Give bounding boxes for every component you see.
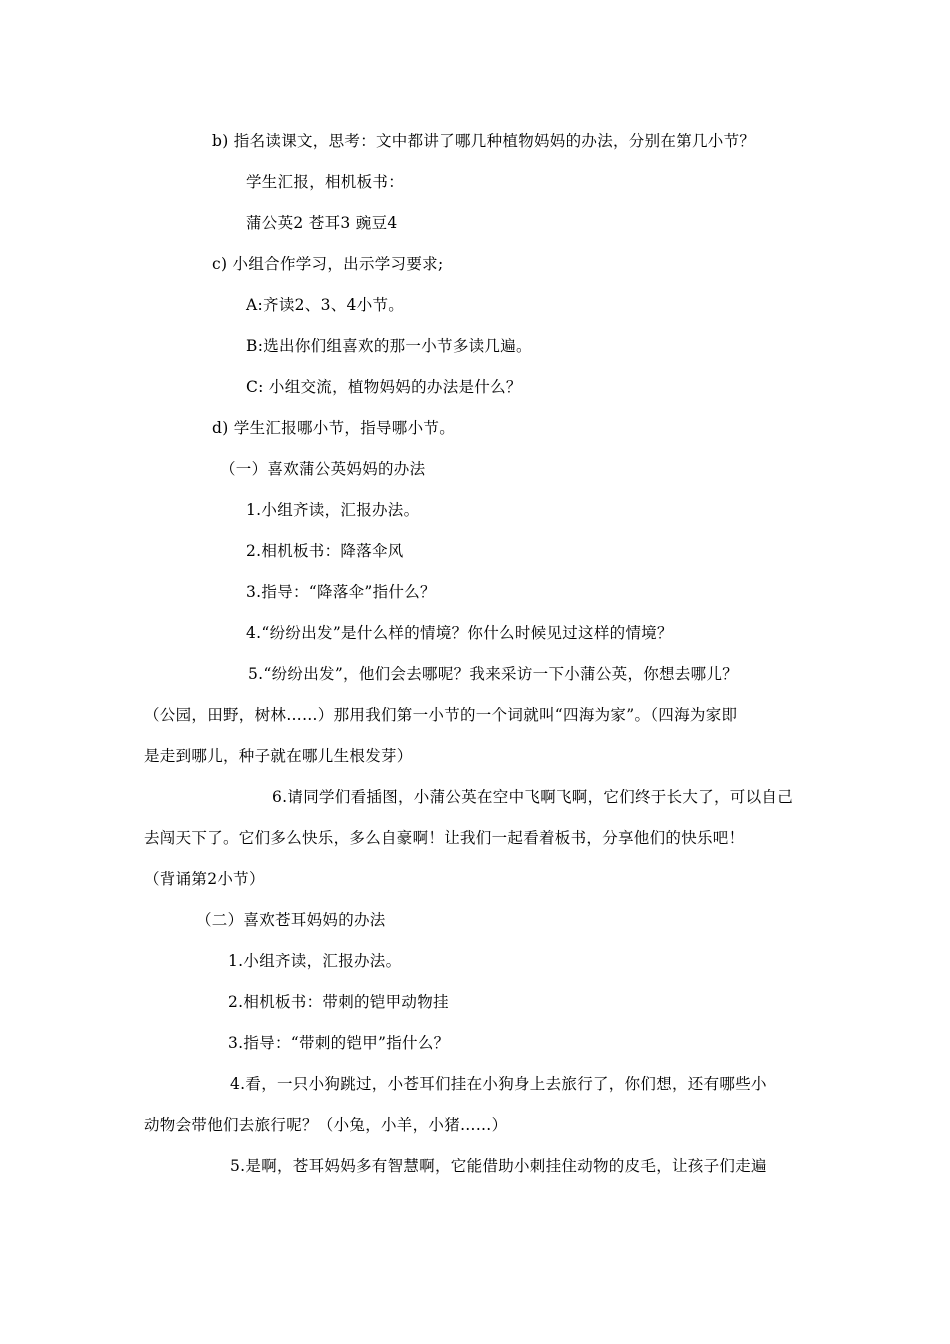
text-line: 5.是啊，苍耳妈妈多有智慧啊，它能借助小刺挂住动物的皮毛，让孩子们走遍 [230, 1157, 767, 1175]
text-line: 2.相机板书：降落伞风 [246, 542, 404, 560]
text-line: 3.指导：“降落伞”指什么？ [246, 583, 436, 601]
text-line: 动物会带他们去旅行呢？（小兔，小羊，小猪……） [144, 1116, 508, 1134]
text-line: C: 小组交流，植物妈妈的办法是什么？ [246, 378, 522, 396]
text-line: d) 学生汇报哪小节，指导哪小节。 [212, 419, 455, 437]
text-line: 4.“纷纷出发”是什么样的情境？你什么时候见过这样的情境？ [246, 624, 673, 642]
section-heading: （二）喜欢苍耳妈妈的办法 [196, 911, 386, 929]
text-line: （背诵第2小节） [144, 870, 265, 888]
text-line: b) 指名读课文，思考：文中都讲了哪几种植物妈妈的办法，分别在第几小节？ [212, 132, 756, 150]
text-line: c) 小组合作学习，出示学习要求; [212, 255, 444, 273]
text-line: 2.相机板书：带刺的铠甲动物挂 [228, 993, 449, 1011]
text-line: 4.看，一只小狗跳过，小苍耳们挂在小狗身上去旅行了，你们想，还有哪些小 [230, 1075, 767, 1093]
text-line: 去闯天下了。它们多么快乐，多么自豪啊！让我们一起看着板书，分享他们的快乐吧！ [144, 829, 745, 847]
text-line: A:齐读2、3、4小节。 [246, 296, 405, 314]
text-line: 1.小组齐读，汇报办法。 [246, 501, 420, 519]
text-line: 学生汇报，相机板书： [246, 173, 405, 191]
text-line: 是走到哪儿，种子就在哪儿生根发芽） [144, 747, 413, 765]
text-line: 5.“纷纷出发”，他们会去哪呢？我来采访一下小蒲公英，你想去哪儿？ [248, 665, 739, 683]
text-line: B:选出你们组喜欢的那一小节多读几遍。 [246, 337, 532, 355]
section-heading: （一）喜欢蒲公英妈妈的办法 [220, 460, 426, 478]
text-line: （公园，田野，树林……）那用我们第一小节的一个词就叫“四海为家”。（四海为家即 [144, 706, 738, 724]
text-line: 3.指导：“带刺的铠甲”指什么？ [228, 1034, 450, 1052]
text-line: 1.小组齐读，汇报办法。 [228, 952, 402, 970]
text-line: 蒲公英2 苍耳3 豌豆4 [246, 214, 398, 232]
text-line: 6.请同学们看插图，小蒲公英在空中飞啊飞啊，它们终于长大了，可以自己 [272, 788, 793, 806]
